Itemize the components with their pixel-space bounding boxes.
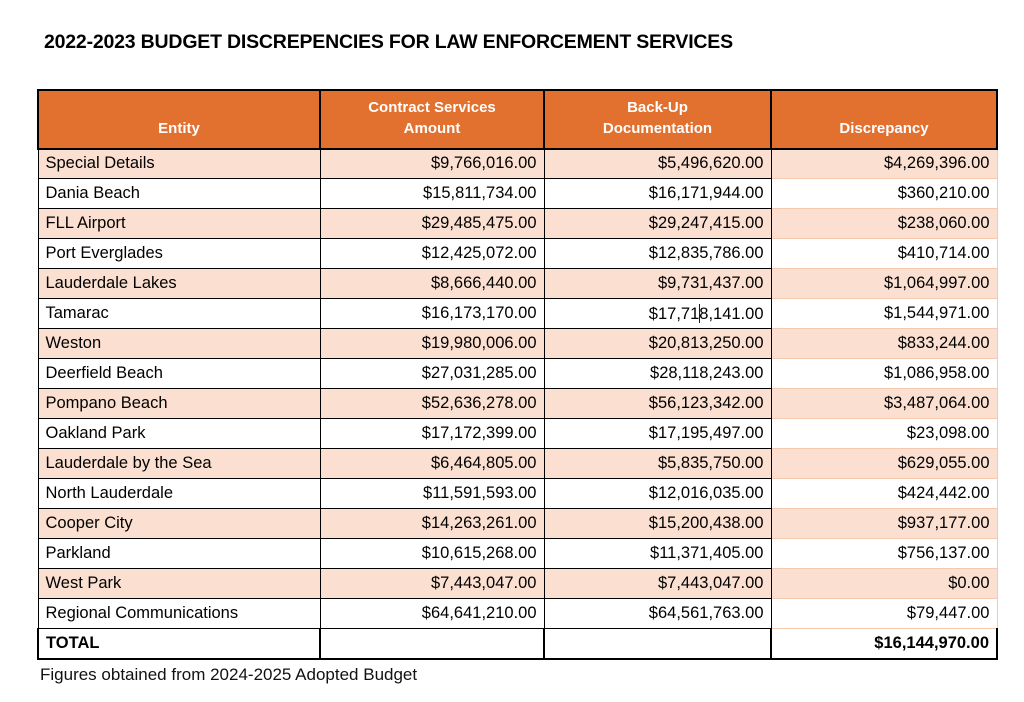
cell-entity[interactable]: Port Everglades [38, 239, 320, 269]
cell-discrepancy[interactable]: $238,060.00 [771, 209, 997, 239]
table-row [38, 479, 997, 509]
cell-contract-services-amount[interactable]: $27,031,285.00 [320, 359, 544, 389]
cell-entity[interactable]: Parkland [38, 539, 320, 569]
cell-contract-services-amount[interactable]: $8,666,440.00 [320, 269, 544, 299]
cell-contract-services-amount[interactable]: $64,641,210.00 [320, 599, 544, 629]
total-discrepancy: $16,144,970.00 [771, 629, 997, 659]
table-header [38, 90, 997, 149]
cell-entity[interactable]: Dania Beach [38, 179, 320, 209]
cell-backup-documentation[interactable]: $7,443,047.00 [544, 569, 771, 599]
cell-discrepancy[interactable]: $1,086,958.00 [771, 359, 997, 389]
page-title: 2022-2023 BUDGET DISCREPENCIES FOR LAW ENFORCEMENT SERVICES [44, 31, 733, 53]
table-row [38, 509, 997, 539]
table-row [38, 539, 997, 569]
cell-contract-services-amount[interactable]: $9,766,016.00 [320, 149, 544, 179]
column-header-backup-documentation-line-2: Documentation [602, 120, 713, 138]
table-body [38, 149, 997, 659]
cell-entity[interactable]: FLL Airport [38, 209, 320, 239]
total-contract-services-amount [320, 629, 544, 659]
total-backup-documentation [544, 629, 771, 659]
table-row [38, 209, 997, 239]
cell-contract-services-amount[interactable]: $29,485,475.00 [320, 209, 544, 239]
cell-contract-services-amount[interactable]: $19,980,006.00 [320, 329, 544, 359]
cell-contract-services-amount[interactable]: $52,636,278.00 [320, 389, 544, 419]
cell-discrepancy[interactable]: $1,544,971.00 [771, 299, 997, 329]
cell-discrepancy[interactable]: $79,447.00 [771, 599, 997, 629]
cell-backup-documentation[interactable]: $16,171,944.00 [544, 179, 771, 209]
cell-backup-documentation[interactable]: $56,123,342.00 [544, 389, 771, 419]
table-header-row [38, 90, 997, 149]
cell-discrepancy[interactable]: $3,487,064.00 [771, 389, 997, 419]
column-header-contract-services-amount [320, 90, 544, 149]
cell-contract-services-amount[interactable]: $10,615,268.00 [320, 539, 544, 569]
cell-backup-documentation[interactable]: $11,371,405.00 [544, 539, 771, 569]
budget-table-container [37, 89, 996, 660]
cell-discrepancy[interactable]: $1,064,997.00 [771, 269, 997, 299]
cell-backup-documentation[interactable]: $12,016,035.00 [544, 479, 771, 509]
table-row [38, 149, 997, 179]
cell-backup-documentation[interactable]: $28,118,243.00 [544, 359, 771, 389]
table-row [38, 329, 997, 359]
cell-entity[interactable]: Weston [38, 329, 320, 359]
cell-entity[interactable]: Deerfield Beach [38, 359, 320, 389]
cell-contract-services-amount[interactable]: $11,591,593.00 [320, 479, 544, 509]
cell-contract-services-amount[interactable]: $7,443,047.00 [320, 569, 544, 599]
cell-discrepancy[interactable]: $4,269,396.00 [771, 149, 997, 179]
cell-backup-documentation[interactable]: $64,561,763.00 [544, 599, 771, 629]
budget-discrepancies-table [37, 89, 998, 660]
cell-discrepancy[interactable]: $360,210.00 [771, 179, 997, 209]
text-cursor-caret [699, 304, 700, 323]
cell-contract-services-amount[interactable]: $17,172,399.00 [320, 419, 544, 449]
cell-contract-services-amount[interactable]: $12,425,072.00 [320, 239, 544, 269]
cell-backup-documentation[interactable]: $17,718,141.00 [544, 299, 771, 329]
table-row [38, 239, 997, 269]
cell-backup-documentation[interactable]: $29,247,415.00 [544, 209, 771, 239]
column-header-discrepancy-line-1: Discrepancy [839, 120, 929, 138]
cell-entity[interactable]: West Park [38, 569, 320, 599]
table-row [38, 359, 997, 389]
table-row [38, 299, 997, 329]
table-row [38, 569, 997, 599]
cell-contract-services-amount[interactable]: $6,464,805.00 [320, 449, 544, 479]
cell-entity[interactable]: Cooper City [38, 509, 320, 539]
column-header-backup-documentation-line-1: Back-Up [627, 99, 688, 116]
table-row [38, 269, 997, 299]
cell-entity[interactable]: Tamarac [38, 299, 320, 329]
cell-contract-services-amount[interactable]: $16,173,170.00 [320, 299, 544, 329]
column-header-contract-services-amount-line-2: Amount [403, 120, 461, 138]
cell-entity[interactable]: Oakland Park [38, 419, 320, 449]
cell-backup-documentation[interactable]: $15,200,438.00 [544, 509, 771, 539]
column-header-discrepancy [771, 90, 997, 149]
cell-backup-documentation[interactable]: $20,813,250.00 [544, 329, 771, 359]
cell-entity[interactable]: Special Details [38, 149, 320, 179]
cell-entity[interactable]: Pompano Beach [38, 389, 320, 419]
table-row [38, 179, 997, 209]
table-row [38, 449, 997, 479]
cell-entity[interactable]: North Lauderdale [38, 479, 320, 509]
cell-discrepancy[interactable]: $0.00 [771, 569, 997, 599]
column-header-entity-line-1: Entity [158, 120, 200, 138]
total-label: TOTAL [38, 629, 320, 659]
column-header-entity [38, 90, 320, 149]
column-header-contract-services-amount-line-1: Contract Services [368, 99, 496, 116]
cell-discrepancy[interactable]: $23,098.00 [771, 419, 997, 449]
table-row [38, 389, 997, 419]
cell-backup-documentation[interactable]: $9,731,437.00 [544, 269, 771, 299]
source-footnote: Figures obtained from 2024-2025 Adopted Budget [40, 665, 418, 684]
cell-entity[interactable]: Regional Communications [38, 599, 320, 629]
cell-backup-documentation[interactable]: $5,835,750.00 [544, 449, 771, 479]
table-total-row [38, 629, 997, 659]
cell-discrepancy[interactable]: $937,177.00 [771, 509, 997, 539]
cell-contract-services-amount[interactable]: $15,811,734.00 [320, 179, 544, 209]
table-row [38, 599, 997, 629]
cell-discrepancy[interactable]: $756,137.00 [771, 539, 997, 569]
cell-discrepancy[interactable]: $410,714.00 [771, 239, 997, 269]
cell-contract-services-amount[interactable]: $14,263,261.00 [320, 509, 544, 539]
cell-backup-documentation[interactable]: $17,195,497.00 [544, 419, 771, 449]
table-row [38, 419, 997, 449]
cell-backup-documentation[interactable]: $5,496,620.00 [544, 149, 771, 179]
cell-discrepancy[interactable]: $424,442.00 [771, 479, 997, 509]
cell-discrepancy[interactable]: $629,055.00 [771, 449, 997, 479]
cell-entity[interactable]: Lauderdale by the Sea [38, 449, 320, 479]
cell-backup-documentation[interactable]: $12,835,786.00 [544, 239, 771, 269]
cell-discrepancy[interactable]: $833,244.00 [771, 329, 997, 359]
column-header-backup-documentation [544, 90, 771, 149]
cell-entity[interactable]: Lauderdale Lakes [38, 269, 320, 299]
